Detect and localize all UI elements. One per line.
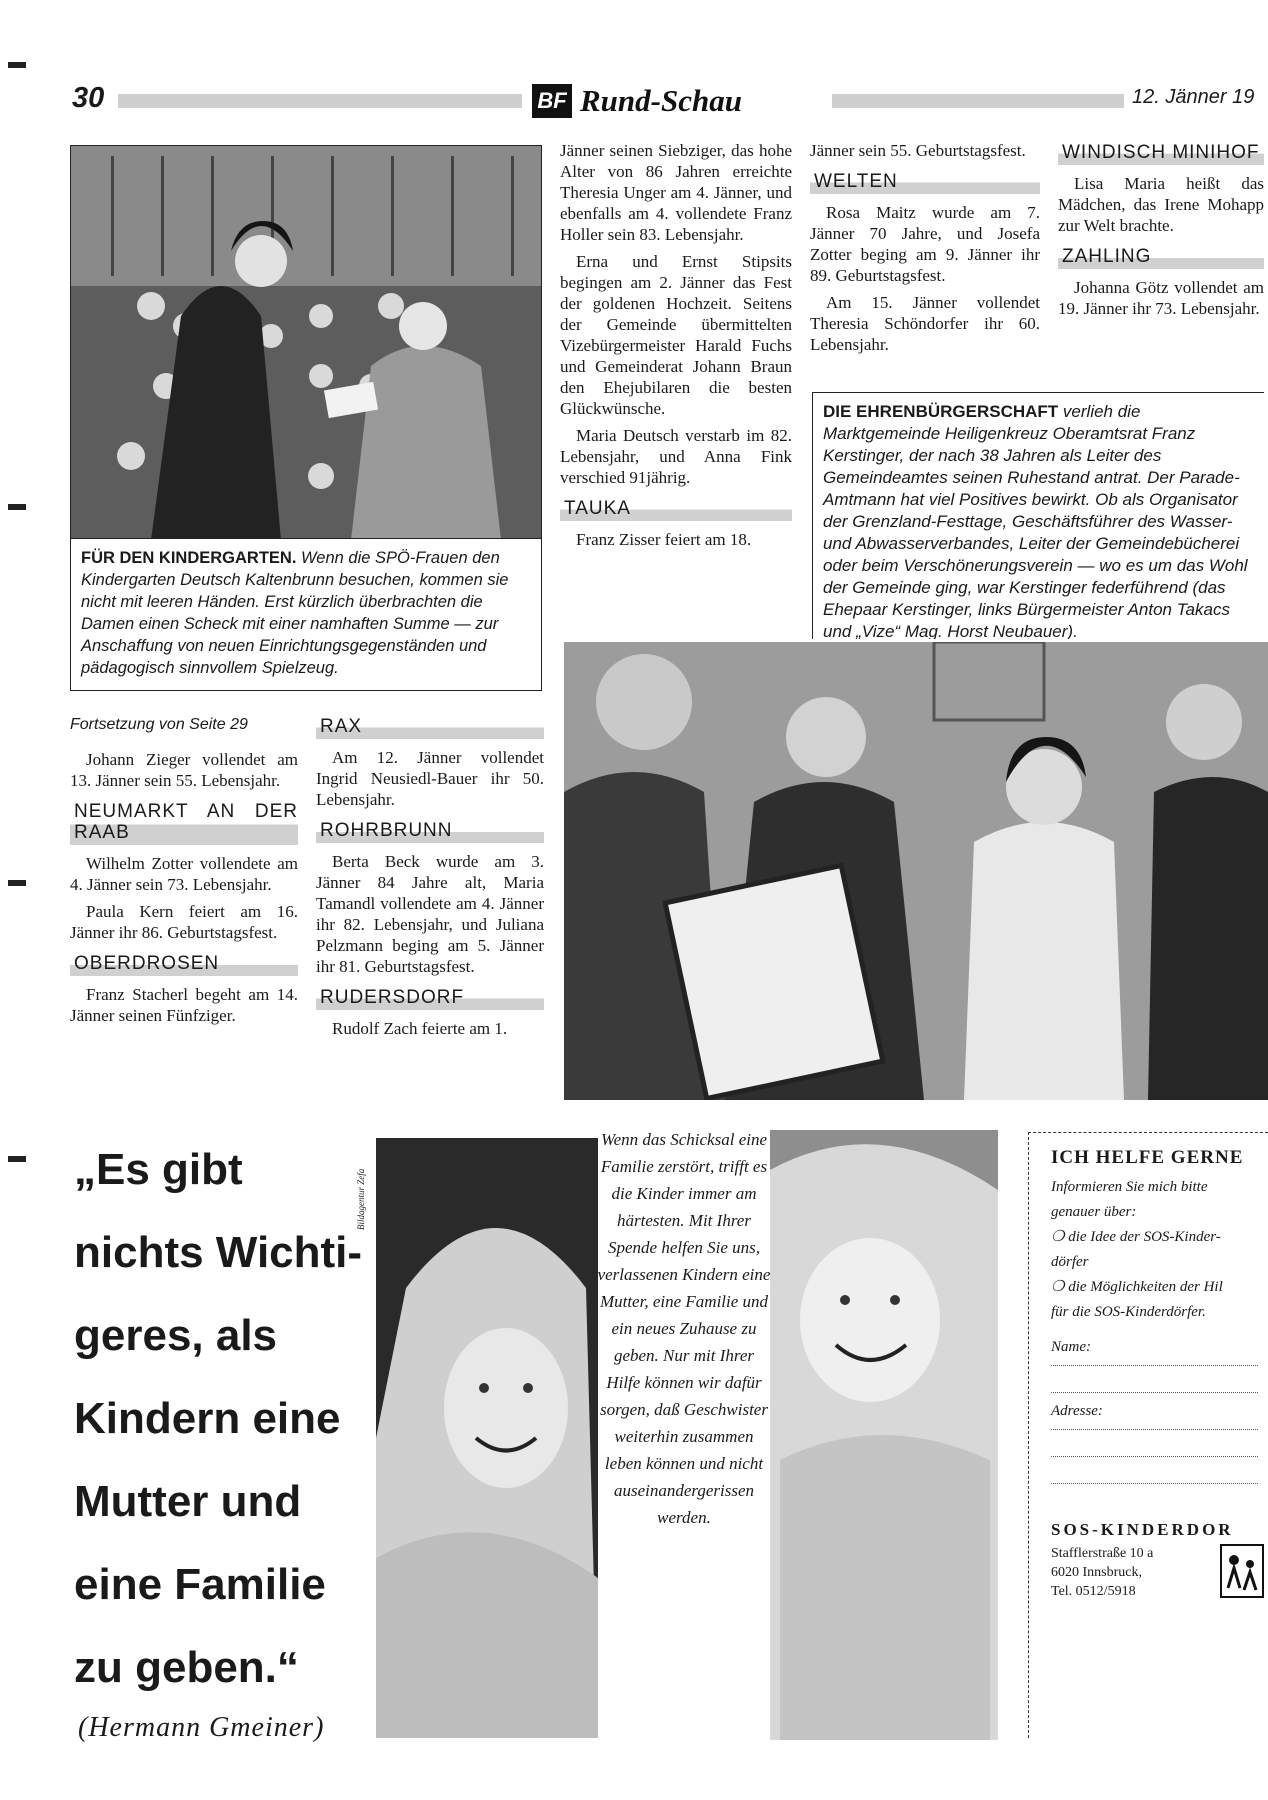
quote-line: „Es gibt	[74, 1145, 243, 1194]
section-heading: RAX	[316, 714, 544, 739]
coupon-option-idea[interactable]: ❍ die Idee der SOS-Kinder-	[1051, 1229, 1221, 1245]
coupon-line: dörfer	[1051, 1254, 1089, 1270]
section-heading: WELTEN	[810, 169, 1040, 194]
sos-tel: Tel. 0512/5918	[1051, 1584, 1136, 1599]
quote-line: Kindern eine	[74, 1394, 341, 1443]
article-paragraph: Johann Zieger vollendet am 13. Jänner sein 55. Lebensjahr.	[70, 750, 298, 790]
article-paragraph: Jänner seinen Siebziger, das hohe Alter von 86 Jahren erreichte Theresia Unger am 4. Jänner, und ebenfalls am 4. vollendete Franz Holler sein 83. Lebensjahr.	[560, 141, 792, 244]
quote-line: Mutter und	[74, 1477, 302, 1526]
sos-coupon	[1028, 1132, 1268, 1738]
column-left-lower	[70, 714, 298, 1032]
ad-body-text: Wenn das Schicksal eine Familie zerstört, trifft es die Kinder immer am härtesten. Mit Ihrer Spende helfen Sie uns, verlassenen Kindern eine Mutter, eine Familie und ein neues Zuhause zu geben. Nur mit Ihrer Hilfe können wir dafür sorgen, daß Geschwister weiterhin zusammen leben können und nicht auseinandergerissen werden.	[597, 1130, 771, 1527]
address-field-extra[interactable]	[1051, 1457, 1258, 1484]
section-heading: ROHRBRUNN	[316, 818, 544, 843]
issue-date: 12. Jänner 19	[1132, 86, 1255, 108]
publication-logo	[532, 83, 742, 119]
coupon-line: für die SOS-Kinderdörfer.	[1051, 1304, 1206, 1320]
section-heading: WINDISCH MINIHOF	[1058, 140, 1264, 165]
coupon-line: Informieren Sie mich bitte	[1051, 1179, 1208, 1195]
ehren-text: verlieh die Marktgemeinde Heiligenkreuz Oberamtsrat Franz Kerstinger, der nach 38 Jahren als Leiter des Gemeindeamtes seinen Ruhestand antrat. Der Parade-Amtmann hat viel Positives bewirkt. Ob als Organisator der Grenzland-Festtage, Geschäftsführer des Wasser- und Abwasserverbandes, Leiter der Gemeindebücherei oder beim Verschönerungsverein — wo es um das Wohl der Gemeinde ging, war Kerstinger federführend (das Ehepaar Kerstinger, links Bürgermeister Anton Takacs und „Vize“ Mag. Horst Neubauer).	[823, 402, 1248, 639]
article-paragraph: Johanna Götz vollendet am 19. Jänner ihr 73. Lebensjahr.	[1058, 278, 1264, 318]
ad-photo-right	[770, 1130, 998, 1740]
margin-mark	[8, 62, 26, 68]
sos-street: Stafflerstraße 10 a	[1051, 1546, 1154, 1561]
ad-quote	[74, 1128, 374, 1709]
name-field[interactable]: Name:	[1051, 1339, 1258, 1366]
section-heading: TAUKA	[560, 496, 792, 521]
caption-text: Wenn die SPÖ-Frauen den Kindergarten Deutsch Kaltenbrunn besuchen, kommen sie nicht mit leeren Händen. Erst kürzlich überbrachten die Damen einen Scheck mit einer namhaften Summe — zur Anschaffung von neuen Einrichtungsgegenständen und pädagogisch sinnvollem Spielzeug.	[81, 549, 509, 677]
column-right-a	[810, 140, 1040, 361]
page-number: 30	[72, 82, 105, 114]
caption-head: FÜR DEN KINDERGARTEN.	[81, 549, 297, 567]
header-rule	[118, 94, 522, 108]
header-rule	[832, 94, 1124, 108]
article-paragraph: Wilhelm Zotter vollendete am 4. Jänner sein 73. Lebensjahr.	[70, 854, 298, 894]
article-paragraph: Erna und Ernst Stipsits begingen am 2. Jänner das Fest der goldenen Hochzeit. Seitens der Gemeinde übermittelten Vizebürgermeister Harald Fuchs und Gemeinderat Johann Braun den Ehejubilaren die besten Glückwünsche.	[560, 252, 792, 418]
article-paragraph: Rosa Maitz wurde am 7. Jänner 70 Jahre, und Josefa Zotter beging am 9. Jänner ihr 89. Geburtstagsfest.	[810, 203, 1040, 285]
ehrenbuerger-photo	[564, 642, 1268, 1100]
photo-credit: Bildagentur Zefa	[356, 1168, 366, 1230]
kindergarten-caption	[70, 539, 542, 691]
bf-logo: BF	[532, 84, 572, 118]
quote-author: (Hermann Gmeiner)	[78, 1712, 325, 1743]
coupon-title: ICH HELFE GERNE	[1051, 1147, 1244, 1168]
sos-logo-icon	[1220, 1544, 1264, 1598]
quote-line: nichts Wichti-	[74, 1228, 363, 1277]
quote-line: zu geben.“	[74, 1643, 299, 1692]
name-field-extra[interactable]	[1051, 1366, 1258, 1393]
margin-mark	[8, 1156, 26, 1162]
margin-mark	[8, 504, 26, 510]
coupon-line: genauer über:	[1051, 1204, 1137, 1220]
kindergarten-photo	[70, 145, 542, 539]
article-paragraph: Berta Beck wurde am 3. Jänner 84 Jahre alt, Maria Tamandl vollendete am 4. Jänner ihr 82. Lebensjahr, und Juliana Pelzmann beging am 5. Jänner ihr 81. Geburtstagsfest.	[316, 852, 544, 976]
address-field-extra[interactable]	[1051, 1430, 1258, 1457]
article-paragraph: Jänner sein 55. Geburtstagsfest.	[810, 141, 1026, 160]
ehrenbuerger-caption	[812, 392, 1264, 639]
column-middle-lower	[316, 714, 544, 1045]
article-paragraph: Maria Deutsch verstarb im 82. Lebensjahr, und Anna Fink verschied 91jährig.	[560, 426, 792, 487]
publication-name: Rund-Schau	[580, 83, 742, 118]
article-paragraph: Am 15. Jänner vollendet Theresia Schöndorfer ihr 60. Lebensjahr.	[810, 293, 1040, 354]
address-field[interactable]: Adresse:	[1051, 1403, 1258, 1430]
quote-line: eine Familie	[74, 1560, 326, 1609]
section-heading: OBERDROSEN	[70, 951, 298, 976]
ehren-head: DIE EHRENBÜRGERSCHAFT	[823, 402, 1059, 421]
section-heading: ZAHLING	[1058, 244, 1264, 269]
column-middle	[560, 140, 792, 556]
article-paragraph: Rudolf Zach feierte am 1.	[332, 1019, 508, 1038]
article-paragraph: Am 12. Jänner vollendet Ingrid Neusiedl-Bauer ihr 50. Lebensjahr.	[316, 748, 544, 809]
coupon-option-help[interactable]: ❍ die Möglichkeiten der Hil	[1051, 1279, 1223, 1295]
sos-city: 6020 Innsbruck,	[1051, 1565, 1142, 1580]
article-paragraph: Paula Kern feiert am 16. Jänner ihr 86. Geburtstagsfest.	[70, 902, 298, 942]
article-paragraph: Lisa Maria heißt das Mädchen, das Irene Mohapp zur Welt brachte.	[1058, 174, 1264, 235]
article-paragraph: Franz Stacherl begeht am 14. Jänner seinen Fünfziger.	[70, 985, 298, 1025]
ad-photo-left	[376, 1138, 598, 1738]
quote-line: geres, als	[74, 1311, 278, 1360]
article-paragraph: Franz Zisser feiert am 18.	[576, 530, 752, 549]
continuation-note: Fortsetzung von Seite 29	[70, 716, 248, 733]
margin-mark	[8, 880, 26, 886]
sos-org-name: SOS-KINDERDOR	[1051, 1520, 1234, 1539]
section-heading: RUDERSDORF	[316, 985, 544, 1010]
section-heading: NEUMARKT AN DER RAAB	[70, 799, 298, 845]
column-right-b	[1058, 140, 1264, 325]
